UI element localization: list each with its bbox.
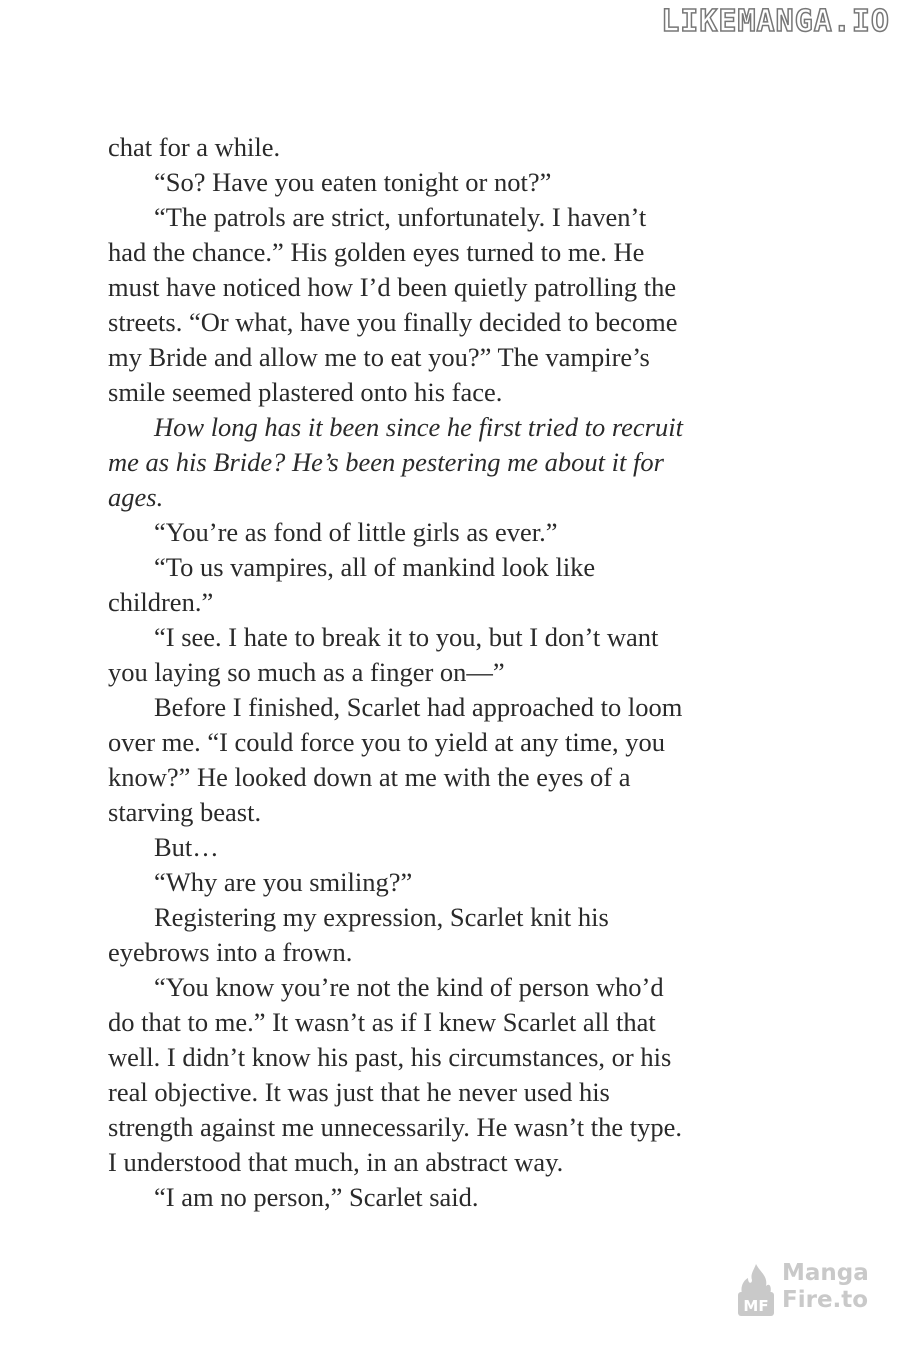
paragraph: “I see. I hate to break it to you, but I don’t want you laying so much as a finger on—”: [108, 622, 659, 687]
logo-line2: Fire.to: [782, 1287, 869, 1313]
paragraph: But…: [154, 832, 219, 862]
paragraph: “The patrols are strict, unfortunately. I haven’t had the chance.” His golden eyes turned to me. He must have noticed how I’d been quietly patrolling the streets. “Or what, have you finally decided to become my Bride and allow me to eat you?” The vampire’s smile seemed plastered onto his face.: [108, 202, 678, 407]
paragraph: “Why are you smiling?”: [154, 867, 413, 897]
paragraph: chat for a while.: [108, 132, 281, 162]
paragraph: “So? Have you eaten tonight or not?”: [154, 167, 552, 197]
site-watermark: LIKEMANGA.IO: [661, 4, 890, 39]
svg-text:MF: MF: [743, 1297, 769, 1315]
paragraph: Registering my expression, Scarlet knit his eyebrows into a frown.: [108, 902, 609, 967]
mangafire-wordmark: [782, 1260, 869, 1314]
logo-line1: Manga: [782, 1260, 869, 1286]
paragraph: “I am no person,” Scarlet said.: [154, 1182, 479, 1212]
paragraph: Before I finished, Scarlet had approached to loom over me. “I could force you to yield at any time, you know?” He looked down at me with the eyes of a starving beast.: [108, 692, 683, 827]
paragraph: “You’re as fond of little girls as ever.”: [154, 517, 558, 547]
novel-text-body: [108, 130, 688, 1215]
mangafire-logo: [736, 1260, 870, 1320]
paragraph: “You know you’re not the kind of person who’d do that to me.” It wasn’t as if I knew Scarlet all that well. I didn’t know his past, his circumstances, or his real objective. It was just that he never used his strength against me unnecessarily. He wasn’t the type. I understood that much, in an abstract way.: [108, 972, 683, 1177]
paragraph: How long has it been since he first tried to recruit me as his Bride? He’s been pestering me about it for ages.: [108, 412, 683, 512]
paragraph: “To us vampires, all of mankind look like children.”: [108, 552, 596, 617]
flame-mf-icon: [736, 1262, 776, 1318]
